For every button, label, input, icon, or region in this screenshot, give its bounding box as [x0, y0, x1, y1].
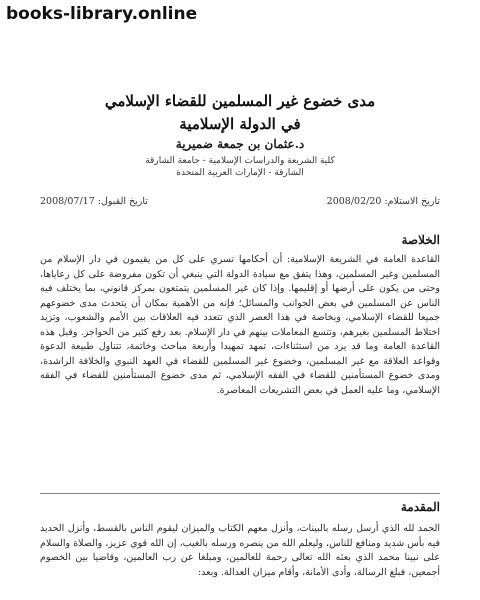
intro-body: الحمد لله الذي أرسل رسله بالبينات، وأنزل معهم الكتاب والميزان ليقوم الناس بالقسط، وأنزل الحديد فيه بأس شديد ومنافع للناس، وليعلم الله من ينصره ورسله بالغيب، إن الله قوي عزيز، والصلاة والسلام على نبينا محمد الذي بعثه الله تعالى رحمة للعالمين، ومبلغا عن رب العالمين، وقاضيا بين الخصوم أجمعين، فبلغ الرسالة، وأدى الأمانة، وأقام ميزان العدالة. وبعد: [40, 523, 440, 578]
abstract-body: القاعدة العامة في الشريعة الإسلامية: أن أحكامها تسري على كل من يقيمون في دار الإسلام من المسلمين وغير المسلمين، وهذا يتفق مع سيادة الدولة التي ينبغي أن تكون مفروضة على كل رعاياها، وحتى من يكون على أرضها أو إقليمها. وإذا كان غير المسلمين يتمتعون بمركز قانوني، بما يختلف فيه الناس عن المسلمين في بعض الجوانب والمسائل؛ فإنه من الأهمية بمكان أن يتحدث مدى خضوعهم جميعا للقضاء الإسلامي، وبخاصة في هذا العصر الذي تتعدد فيه العلاقات بين الأمم والشعوب، وتزيد اختلاط المسلمين بغيرهم، وتتسع المعاملات بينهم في دار الإسلام. بعد رفع كثير من الحواجز. وقبل هذه القاعدة العامة وما قد يرد من استثناءات، تمهد تمهيدا وأربعة مباحث وخاتمة، تتناول طبيعة الدعوة وقواعد العلاقة مع غير المسلمين، وخضوع غير المسلمين للقضاء في العهد النبوي والخلافة الراشدة، ومدى خضوع المستأمنين للقضاء في الفقه الإسلامي، ثم مدى خضوع المستأمنين للقضاء في الفقه الإسلامي، وما عليه العمل في بعض التشريعات المعاصرة. [40, 254, 440, 396]
paper-title [40, 90, 440, 136]
intro-heading: المقدمة [400, 500, 440, 514]
title-line-1: مدى خضوع غير المسلمين للقضاء الإسلامي [104, 92, 376, 110]
received-date: تاريخ الاستلام: 2008/02/20 [326, 196, 440, 207]
document-page [40, 60, 440, 600]
affiliation-line-2: الشارقة - الإمارات العربية المتحدة [176, 168, 304, 178]
accepted-date: تاريخ القبول: 2008/07/17 [40, 196, 148, 207]
affiliation-line-1: كلية الشريعة والدراسات الإسلامية - جامعة الشارقة [145, 156, 335, 166]
abstract-heading: الخلاصة [401, 233, 440, 247]
section-divider [40, 493, 440, 494]
author-name: د.عثمان بن جمعة ضميرية [175, 137, 305, 151]
dates-row [40, 196, 440, 207]
site-watermark: books-library.online [6, 4, 198, 24]
affiliation [40, 155, 440, 179]
title-line-2: في الدولة الإسلامية [179, 115, 301, 133]
